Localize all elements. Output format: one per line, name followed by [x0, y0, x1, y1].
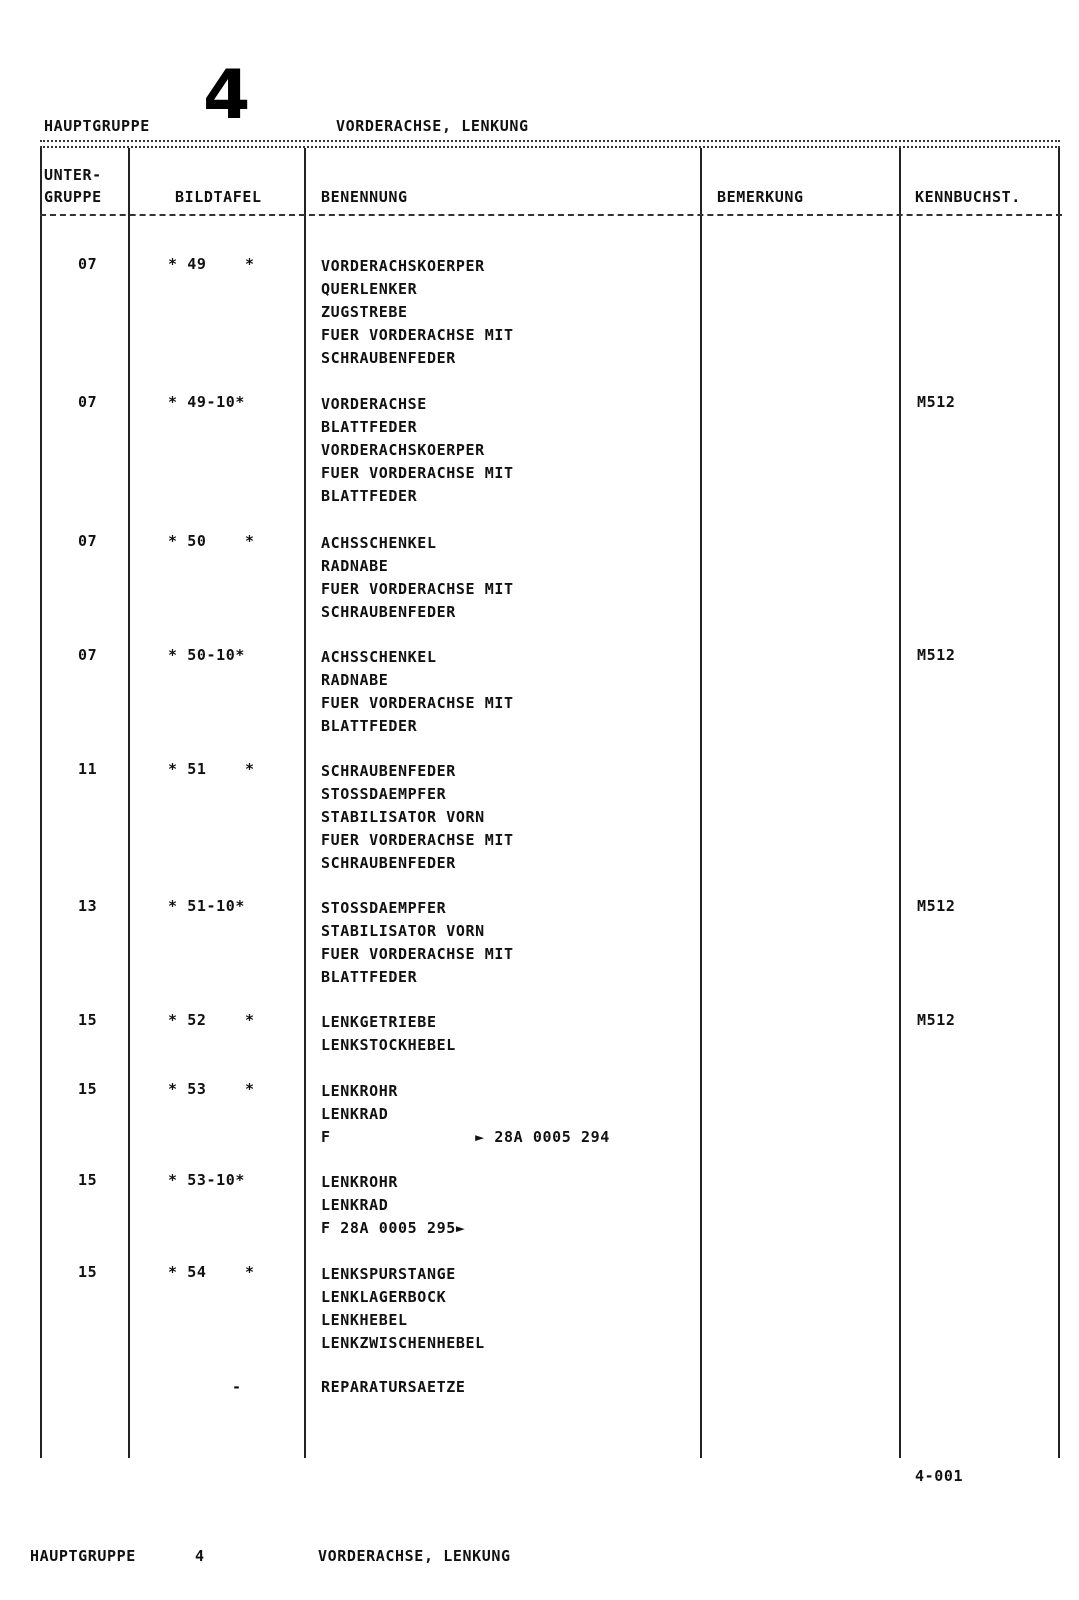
benennung-line: LENKRAD: [321, 1196, 389, 1214]
benennung-line: F 28A 0005 295►: [321, 1219, 466, 1237]
benennung-line: BLATTFEDER: [321, 487, 418, 505]
benennung-line: LENKROHR: [321, 1173, 399, 1191]
benennung-line: QUERLENKER: [321, 280, 418, 298]
untergruppe-cell: 07: [78, 532, 98, 550]
benennung-line: STOSSDAEMPFER: [321, 899, 447, 917]
bildtafel-cell: * 53 *: [168, 1080, 255, 1098]
benennung-line: LENKLAGERBOCK: [321, 1288, 447, 1306]
benennung-line: LENKZWISCHENHEBEL: [321, 1334, 485, 1352]
col-header-untergruppe-2: GRUPPE: [44, 188, 102, 206]
benennung-line: ACHSSCHENKEL: [321, 648, 437, 666]
header-separator: [40, 214, 1062, 216]
page-number: 4-001: [915, 1467, 964, 1485]
kennbuchst-cell: M512: [917, 646, 956, 664]
benennung-line: VORDERACHSE: [321, 395, 427, 413]
benennung-line: LENKSPURSTANGE: [321, 1265, 456, 1283]
benennung-line: LENKROHR: [321, 1082, 399, 1100]
untergruppe-cell: 13: [78, 897, 98, 915]
benennung-line: RADNABE: [321, 671, 389, 689]
benennung-line: BLATTFEDER: [321, 717, 418, 735]
benennung-cell: [321, 646, 514, 738]
kennbuchst-cell: M512: [917, 897, 956, 915]
benennung-line: FUER VORDERACHSE MIT: [321, 694, 514, 712]
header-title: VORDERACHSE, LENKUNG: [336, 117, 529, 135]
untergruppe-cell: 15: [78, 1011, 98, 1029]
col-divider-right: [1058, 148, 1060, 1458]
col-divider-left: [40, 148, 42, 1458]
benennung-line: FUER VORDERACHSE MIT: [321, 945, 514, 963]
benennung-line: BLATTFEDER: [321, 968, 418, 986]
untergruppe-cell: 15: [78, 1080, 98, 1098]
benennung-line: F ► 28A 0005 294: [321, 1128, 610, 1146]
bildtafel-cell: * 49 *: [168, 255, 255, 273]
col-divider-4: [899, 148, 901, 1458]
bildtafel-cell: * 51-10*: [168, 897, 246, 915]
repair-label: REPARATURSAETZE: [321, 1378, 466, 1396]
benennung-line: STABILISATOR VORN: [321, 808, 485, 826]
bildtafel-cell: * 53-10*: [168, 1171, 246, 1189]
footer-group-number: 4: [195, 1547, 205, 1565]
untergruppe-cell: 15: [78, 1171, 98, 1189]
benennung-line: SCHRAUBENFEDER: [321, 603, 456, 621]
untergruppe-cell: 07: [78, 393, 98, 411]
footer-title: VORDERACHSE, LENKUNG: [318, 1547, 511, 1565]
benennung-line: ACHSSCHENKEL: [321, 534, 437, 552]
benennung-line: BLATTFEDER: [321, 418, 418, 436]
benennung-cell: [321, 255, 514, 370]
col-divider-1: [128, 148, 130, 1458]
benennung-line: LENKRAD: [321, 1105, 389, 1123]
col-header-bildtafel: BILDTAFEL: [175, 188, 262, 206]
benennung-line: FUER VORDERACHSE MIT: [321, 580, 514, 598]
benennung-line: FUER VORDERACHSE MIT: [321, 831, 514, 849]
header-label: HAUPTGRUPPE: [44, 117, 150, 135]
col-header-kennbuchst: KENNBUCHST.: [915, 188, 1021, 206]
bildtafel-cell: * 50-10*: [168, 646, 246, 664]
benennung-cell: [321, 532, 514, 624]
benennung-line: RADNABE: [321, 557, 389, 575]
benennung-cell: [321, 1263, 485, 1355]
benennung-cell: [321, 760, 514, 875]
untergruppe-cell: 07: [78, 646, 98, 664]
bildtafel-cell: * 51 *: [168, 760, 255, 778]
benennung-cell: [321, 1011, 456, 1057]
col-divider-3: [700, 148, 702, 1458]
bildtafel-cell: * 52 *: [168, 1011, 255, 1029]
repair-bildtafel: -: [232, 1378, 242, 1396]
header-rule-bottom: [40, 146, 1060, 148]
benennung-cell: [321, 1171, 465, 1240]
col-header-untergruppe-1: UNTER-: [44, 166, 102, 184]
untergruppe-cell: 11: [78, 760, 98, 778]
bildtafel-cell: * 49-10*: [168, 393, 246, 411]
kennbuchst-cell: M512: [917, 1011, 956, 1029]
footer-label: HAUPTGRUPPE: [30, 1547, 136, 1565]
col-header-bemerkung: BEMERKUNG: [717, 188, 804, 206]
kennbuchst-cell: M512: [917, 393, 956, 411]
benennung-line: FUER VORDERACHSE MIT: [321, 326, 514, 344]
header-rule-top: [40, 140, 1060, 142]
benennung-line: LENKGETRIEBE: [321, 1013, 437, 1031]
bildtafel-cell: * 50 *: [168, 532, 255, 550]
benennung-line: VORDERACHSKOERPER: [321, 257, 485, 275]
benennung-line: VORDERACHSKOERPER: [321, 441, 485, 459]
benennung-line: SCHRAUBENFEDER: [321, 349, 456, 367]
benennung-line: STABILISATOR VORN: [321, 922, 485, 940]
group-number-large: 4: [203, 56, 251, 135]
untergruppe-cell: 07: [78, 255, 98, 273]
untergruppe-cell: 15: [78, 1263, 98, 1281]
benennung-line: LENKSTOCKHEBEL: [321, 1036, 456, 1054]
benennung-line: SCHRAUBENFEDER: [321, 762, 456, 780]
col-header-benennung: BENENNUNG: [321, 188, 408, 206]
benennung-cell: [321, 1080, 610, 1149]
bildtafel-cell: * 54 *: [168, 1263, 255, 1281]
benennung-line: ZUGSTREBE: [321, 303, 408, 321]
benennung-line: FUER VORDERACHSE MIT: [321, 464, 514, 482]
benennung-cell: [321, 897, 514, 989]
col-divider-2: [304, 148, 306, 1458]
benennung-line: SCHRAUBENFEDER: [321, 854, 456, 872]
benennung-line: STOSSDAEMPFER: [321, 785, 447, 803]
benennung-line: LENKHEBEL: [321, 1311, 408, 1329]
benennung-cell: [321, 393, 514, 508]
